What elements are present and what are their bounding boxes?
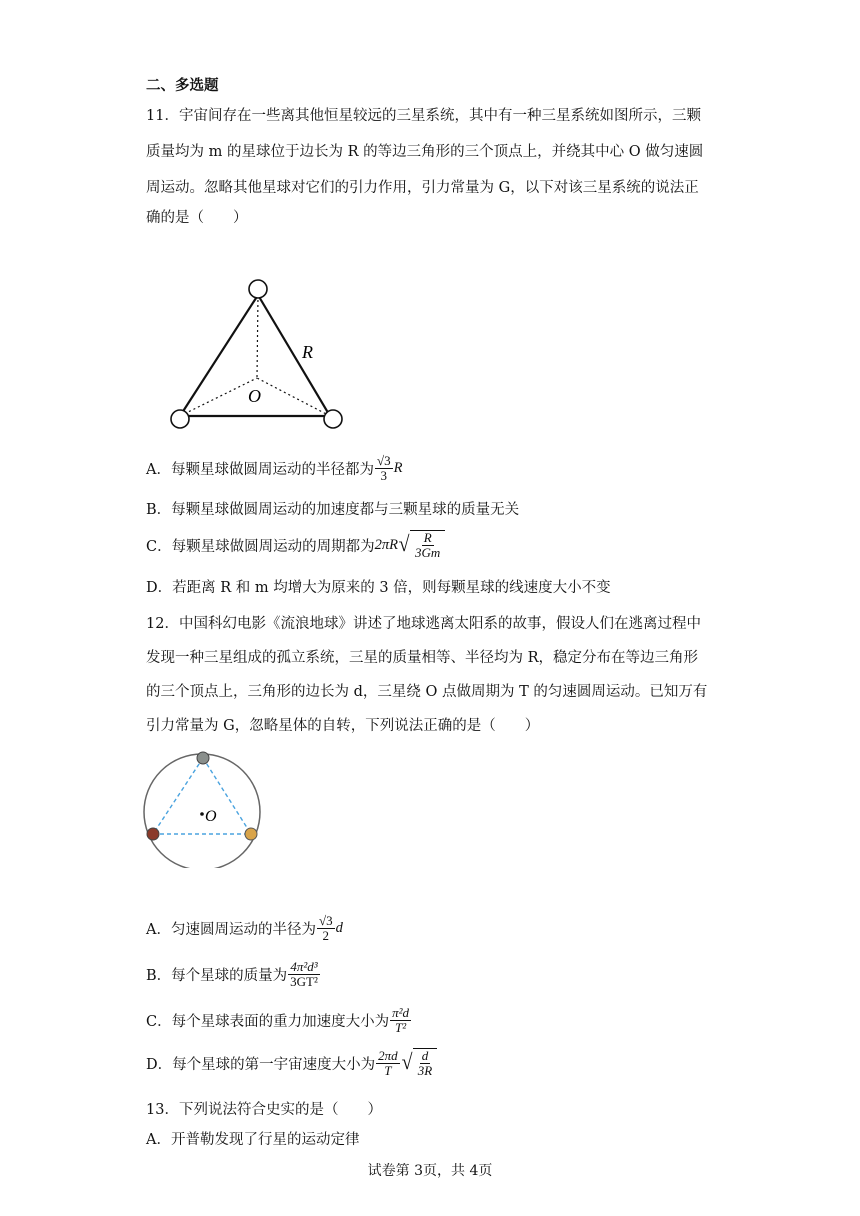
q11-option-b: B．每颗星球做圆周运动的加速度都与三颗星球的质量无关 [146, 502, 520, 518]
star-right [245, 828, 257, 840]
q11-triangle-figure [160, 270, 360, 440]
q12-option-a: A．匀速圆周运动的半径为 $\frac{√3}{2}$ d [146, 913, 343, 943]
q12-circle-figure [140, 748, 270, 868]
q12-option-c: C．每个星球表面的重力加速度大小为 $\frac{\text{π²d}}{\text{T²}}$ [146, 1005, 410, 1035]
q13-option-a: A．开普勒发现了行星的运动定律 [146, 1132, 360, 1148]
q11-line-4: 确的是（ ） [146, 210, 248, 226]
q11-line-2: 质量均为 m 的星球位于边长为 R 的等边三角形的三个顶点上，并绕其中心 O 做匀速圆 [146, 144, 704, 160]
star-right [324, 410, 342, 428]
page-footer: 试卷第 3页，共 4页 [367, 1163, 493, 1179]
q12-option-b: B．每个星球的质量为 $\frac{\text{4π²d³}}{\text{3GT²}}$ [146, 959, 318, 989]
q11-option-d: D．若距离 R 和 m 均增大为原来的 3 倍，则每颗星球的线速度大小不变 [146, 580, 611, 596]
label-side: R [302, 342, 313, 362]
section-title: 二、多选题 [146, 77, 219, 94]
q11-option-c: C．每颗星球做圆周运动的周期都为 2πR √ $\frac{R}{3Gm}$ [146, 530, 445, 560]
q12-option-d: D．每个星球的第一宇宙速度大小为 $\frac{2\pi d}{T}$ √ $\frac{d}{3R}$ [146, 1048, 437, 1078]
sqrt: √ $\frac{R}{3Gm}$ [398, 530, 445, 560]
star-top [197, 752, 209, 764]
q11-option-a: A．每颗星球做圆周运动的半径都为 $\frac{√3}{3}$ R [146, 453, 403, 483]
q12-line-3: 的三个顶点上，三角形的边长为 d，三星绕 O 点做周期为 T 的匀速圆周运动。已知万有 [146, 684, 708, 700]
q12-line-1: 12．中国科幻电影《流浪地球》讲述了地球逃离太阳系的故事，假设人们在逃离过程中 [146, 616, 701, 632]
star-top [249, 280, 267, 298]
star-left [147, 828, 159, 840]
q12-line-4: 引力常量为 G，忽略星体的自转，下列说法正确的是（ ） [146, 718, 540, 734]
fraction: $\frac{√3}{3}$ [376, 453, 391, 483]
star-left [171, 410, 189, 428]
q11-line-1: 11．宇宙间存在一些离其他恒星较远的三星系统，其中有一种三星系统如图所示，三颗 [146, 108, 701, 124]
q11-line-3: 周运动。忽略其他星球对它们的引力作用，引力常量为 G，以下对该三星系统的说法正 [146, 180, 699, 196]
label-center: O [205, 808, 217, 825]
q13-line-1: 13．下列说法符合史实的是（ ） [146, 1102, 382, 1118]
q12-line-2: 发现一种三星组成的孤立系统，三星的质量相等、半径均为 R，稳定分布在等边三角形 [146, 650, 699, 666]
label-center: O [248, 386, 261, 406]
